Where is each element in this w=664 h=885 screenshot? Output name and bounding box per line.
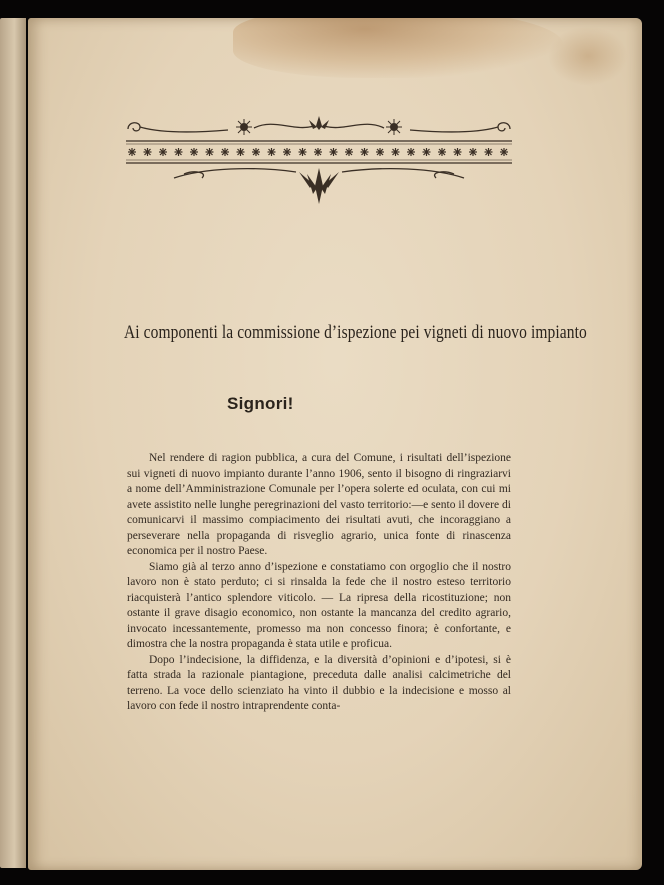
- ornament-star: [361, 148, 369, 156]
- ornament-star: [128, 148, 136, 156]
- ornament-star: [314, 148, 322, 156]
- ornament-star: [299, 148, 307, 156]
- ornament-star: [485, 148, 493, 156]
- ornament-star: [438, 148, 446, 156]
- ornament-star: [190, 148, 198, 156]
- body-text: [127, 451, 511, 715]
- ornament-star: [252, 148, 260, 156]
- ornament-star: [423, 148, 431, 156]
- ornament-star: [469, 148, 477, 156]
- paragraph-1: Nel rendere di ragion pubblica, a cura del Comune, i risultati dell’ispezione sui vigneti di nuovo impianto durante l’anno 1906, sento il bisogno di ringraziarvi a nome dell’Amministrazione Comunale per l’opera solerte ed oculata, con cui mi avete assistito nelle lunghe peregrinazioni del vasto territorio:—e sento il dovere di comunicarvi il massimo compiacimento dei risultati avuti, che incoraggiano a perseverare nella propaganda di risveglio agrario, unica fonte di rinascenza economica per il nostro Paese.: [127, 452, 511, 557]
- ornament-star: [376, 148, 384, 156]
- ornament-star: [144, 148, 152, 156]
- ornament-star: [330, 148, 338, 156]
- ornament-star: [206, 148, 214, 156]
- paragraph-2: Siamo già al terzo anno d’ispezione e constatiamo con orgoglio che il nostro lavoro non è stato perduto; ci si rinsalda la fede che il nostro esteso territorio riacquisterà l’antico splendore viticolo. — La ripresa della ricostituzione; non ostante il grave disagio economico, non ostante la mancanza del credito agrario, invocato incessantemente, promesso ma non concesso finora; è confortante, e dimostra che la nostra propaganda è stata utile e proficua.: [127, 560, 511, 650]
- document-page: [28, 18, 642, 870]
- ornament-star: [159, 148, 167, 156]
- paragraph-3: Dopo l’indecisione, la diffidenza, e la diversità d’opinioni e d’ipotesi, si è fatta strada la razionale piantagione, preceduta dalle analisi calcimetriche del terreno. La voce dello scienziato ha vinto il dubbio e la indecisione e mosso al lavoro con fede il nostro intraprendente conta-: [127, 653, 511, 712]
- document-heading: Ai componenti la commissione d’ispezione pei vigneti di nuovo impianto: [124, 322, 587, 343]
- ornament-star: [237, 148, 245, 156]
- water-stain: [233, 18, 563, 78]
- ornament-star: [345, 148, 353, 156]
- ornament-star: [392, 148, 400, 156]
- water-stain-small: [548, 26, 628, 86]
- ornament-star: [283, 148, 291, 156]
- ornament-star: [454, 148, 462, 156]
- ornament-star: [268, 148, 276, 156]
- ornament-star: [500, 148, 508, 156]
- decorative-ornament: [124, 114, 514, 214]
- previous-page-edge: [0, 18, 26, 868]
- salutation: Signori!: [227, 394, 294, 413]
- ornament-star: [175, 148, 183, 156]
- ornament-star: [221, 148, 229, 156]
- ornament-star: [407, 148, 415, 156]
